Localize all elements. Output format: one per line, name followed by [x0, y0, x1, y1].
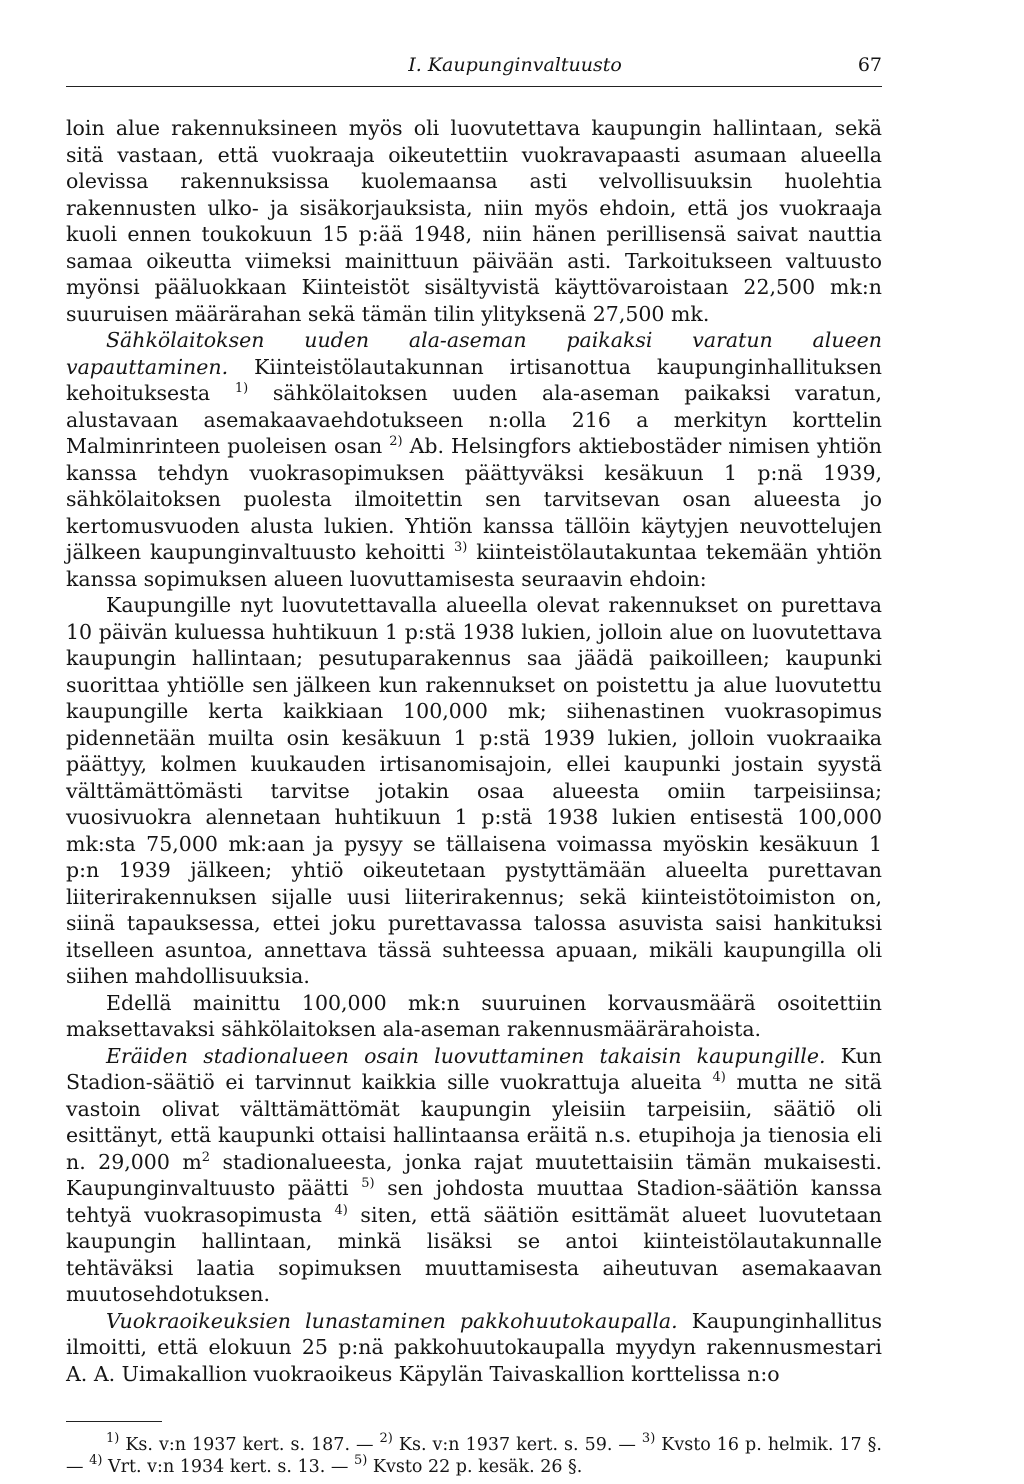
footnote-block: [66, 1431, 882, 1478]
paragraph-text: siten, että säätiön esittämät alueet luovutetaan kaupungin hallintaan, minkä lisäksi se antoi kiinteistölautakunnalle tehtäväksi laatia sopimuksen muuttamisesta aiheutuvan asemakaavan muutosehdotuksen.: [66, 1202, 882, 1306]
superscript-squared: 2: [201, 1149, 211, 1165]
paragraph-5: [66, 1043, 882, 1308]
section-title: Vuokraoikeuksien lunastaminen pakkohuutokaupalla.: [106, 1308, 678, 1333]
footnote-divider: [66, 1421, 162, 1422]
paragraph-text: Kun Stadion-säätiö ei tarvinnut kaikkia sille vuokrattuja alueita: [66, 1043, 882, 1094]
paragraph-6: [66, 1308, 882, 1388]
paragraph-3: [66, 592, 882, 990]
page-header: [66, 54, 882, 87]
footnote-ref: 5): [361, 1176, 375, 1191]
footnote-number: 3): [641, 1431, 656, 1446]
footnote-text: Ks. v:n 1937 kert. s. 59. —: [398, 1435, 636, 1455]
paragraph-text: kiinteistölautakuntaa tekemään yhtiön kanssa sopimuksen alueen luovuttamisesta seuraavin ehdoin:: [66, 540, 882, 591]
paragraph-text: sähkölaitoksen uuden ala-aseman paikaksi varatun, alustavaan asemakaavaehdotukseen n:olla 216 a merkityn korttelin Malminrinteen puoleisen osan: [66, 381, 882, 458]
paragraph-text: Edellä mainittu 100,000 mk:n suuruinen korvausmäärä osoitettiin maksettavaksi sähkölaitoksen ala-aseman rakennusmäärärahoista.: [66, 990, 882, 1041]
paragraph-text: Kaupungille nyt luovutettavalla alueella olevat rakennukset on purettava 10 päivän kuluessa huhtikuun 1 p:stä 1938 lukien, jolloin alue on luovutettava kaupungin hallintaan; pesutuparakennus saa jäädä paikoilleen; kaupunki suorittaa yhtiölle sen jälkeen kun rakennukset on poistettu ja alue luovutettu kaupungille kerta kaikkiaan 100,000 mk; siihenastinen vuokrasopimus pidennetään muilta osin kesäkuun 1 p:stä 1939 lukien, jolloin vuokraaika päättyy, kolmen kuukauden irtisanomisajoin, ellei kaupunki jostain syystä välttämättömästi tarvitse jotakin osaa alueesta omiin tarpeisiinsa; vuosivuokra alennetaan huhtikuun 1 p:stä 1938 lukien entisestä 100,000 mk:sta 75,000 mk:aan ja pysyy se tällaisena voimassa myöskin kesäkuun 1 p:n 1939 jälkeen; yhtiö oikeutetaan pystyttämään alueelta purettavan liiterirakennuksen sijalle uusi liiterirakennus; sekä kiinteistötoimiston on, siinä tapauksessa, ettei joku purettavassa talossa asuvista saisi hankituksi itselleen asuntoa, annettava tässä suhteessa apuaan, mikäli kaupungilla oli siihen mahdollisuuksia.: [66, 593, 882, 988]
running-title: I. Kaupunginvaltuusto: [408, 54, 622, 76]
footnotes: [66, 1431, 882, 1478]
footnote-text: Vrt. v:n 1934 kert. s. 13. —: [108, 1457, 349, 1477]
footnote-text: Kvsto 16 p. helmik. 17 §. —: [66, 1435, 882, 1477]
footnote-ref: 1): [234, 381, 249, 396]
paragraph-text: loin alue rakennuksineen myös oli luovutettava kaupungin hallintaan, sekä sitä vastaan, että vuokraaja oikeutettiin vuokravapaasti asumaan alueella olevissa rakennuksissa kuolemaansa asti velvollisuuksin huolehtia rakennusten ulko- ja sisäkorjauksista, niin myös ehdoin, että jos vuokraaja kuoli ennen toukokuun 15 p:ää 1948, niin hänen perillisensä saivat nauttia samaa oikeutta viimeksi mainittuun päivään asti. Tarkoitukseen valtuusto myönsi pääluokkaan Kiinteistöt sisältyvistä käyttövaroistaan 22,500 mk:n suuruisen määrärahan sekä tämän tilin ylityksenä 27,500 mk.: [66, 116, 882, 326]
paragraph-4: [66, 990, 882, 1043]
body-text: [66, 115, 882, 1387]
footnote-ref: 4): [334, 1202, 348, 1218]
footnote-number: 2): [379, 1431, 393, 1446]
paragraph-2: [66, 327, 882, 592]
footnote-text: Ks. v:n 1937 kert. s. 187. —: [125, 1435, 374, 1455]
footnote-ref: 2): [389, 434, 403, 449]
document-page: [66, 54, 882, 1478]
paragraph-text: sen johdosta muuttaa Stadion-säätiön kanssa tehtyä vuokrasopimusta: [66, 1176, 882, 1227]
section-title: Sähkölaitoksen uuden ala-aseman paikaksi varatun alueen vapauttaminen.: [66, 328, 882, 379]
section-title: Eräiden stadionalueen osain luovuttaminen takaisin kaupungille.: [106, 1043, 826, 1068]
footnote-number: 5): [353, 1453, 368, 1468]
paragraph-1: [66, 115, 882, 327]
footnote-ref: 4): [712, 1070, 726, 1085]
footnote-number: 1): [106, 1431, 120, 1446]
footnote-text: Kvsto 22 p. kesäk. 26 §.: [372, 1457, 583, 1477]
paragraph-text: Kaupunginhallitus ilmoitti, että elokuun 25 p:nä pakkohuutokaupalla myydyn rakennusmestari A. A. Uimakallion vuokraoikeus Käpylän Taivaskallion korttelissa n:o: [66, 1308, 882, 1386]
page-number: 67: [857, 54, 882, 76]
paragraph-text: mutta ne sitä vastoin olivat välttämättömät kaupungin yleisiin tarpeisiin, säätiö oli esittänyt, että kaupunki ottaisi hallintaansa eräitä n.s. etupihoja ja tienosia eli n. 29,000 m: [66, 1070, 882, 1174]
paragraph-text: stadionalueesta, jonka rajat muutettaisiin tämän mukaisesti. Kaupunginvaltuusto päätti: [66, 1149, 882, 1200]
footnote-number: 4): [89, 1453, 103, 1468]
paragraph-text: Ab. Helsingfors aktiebostäder nimisen yhtiön kanssa tehdyn vuokrasopimuksen päättyväksi kesäkuun 1 p:nä 1939, sähkölaitoksen puolesta ilmoitettin sen tarvitsevan osan alueesta jo kertomusvuoden alusta lukien. Yhtiön kanssa tällöin käytyjen neuvottelujen jälkeen kaupunginvaltuusto kehoitti: [66, 434, 882, 564]
footnote-ref: 3): [453, 540, 468, 555]
paragraph-text: Kiinteistölautakunnan irtisanottua kaupunginhallituksen kehoituksesta: [66, 354, 882, 405]
